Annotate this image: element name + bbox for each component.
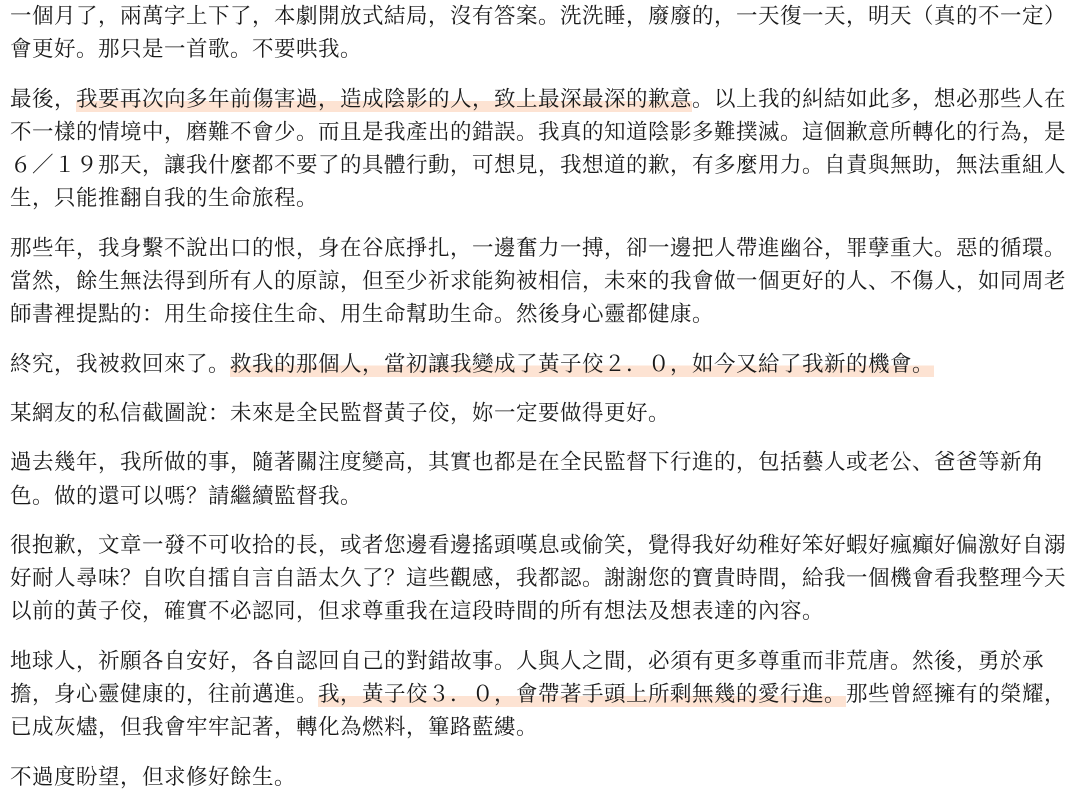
paragraph bbox=[10, 761, 1076, 794]
paragraph-text: 很抱歉，文章一發不可收拾的長，或者您邊看邊搖頭嘆息或偷笑，覺得我好幼稚好笨好蝦好瘋癲好偏激好自溺好耐人尋味？自吹自擂自言自語太久了？這些觀感，我都認。謝謝您的寶貴時間，給我一個機會看我整理今天以前的黃子佼，確實不必認同，但求尊重我在這段時間的所有想法及想表達的內容。 bbox=[10, 532, 1067, 625]
paragraph-text: 那些年，我身繫不說出口的恨，身在谷底掙扎，一邊奮力一搏，卻一邊把人帶進幽谷，罪孽重大。惡的循環。當然，餘生無法得到所有人的原諒，但至少祈求能夠被相信，未來的我會做一個更好的人、不傷人，如同周老師書裡提點的：用生命接住生命、用生命幫助生命。然後身心靈都健康。 bbox=[10, 235, 1067, 328]
paragraph-text: 一個月了，兩萬字上下了，本劇開放式結局，沒有答案。洗洗睡，廢廢的，一天復一天，明天（真的不一定）會更好。那只是一首歌。不要哄我。 bbox=[10, 4, 1067, 63]
paragraph-text: 。以上我的糾結如此多，想必那些人在不一樣的情境中，磨難不會少。而且是我產出的錯誤。我真的知道陰影多難撲滅。這個歉意所轉化的行為，是６／１９那天，讓我什麼都不要了的具體行動，可想見，我想道的歉，有多麼用力。自責與無助，無法重組人生，只能推翻自我的生命旅程。 bbox=[10, 86, 1067, 212]
paragraph bbox=[10, 529, 1076, 629]
paragraph-text: 某網友的私信截圖說：未來是全民監督黃子佼，妳一定要做得更好。 bbox=[10, 400, 671, 426]
paragraph bbox=[10, 232, 1076, 332]
paragraph-text: 最後， bbox=[10, 86, 77, 112]
paragraph-text: 過去幾年，我所做的事，隨著關注度變高，其實也都是在全民監督下行進的，包括藝人或老公、爸爸等新角色。做的還可以嗎？請繼續監督我。 bbox=[10, 450, 1045, 509]
paragraph bbox=[10, 645, 1076, 745]
document-body bbox=[10, 0, 1076, 810]
highlighted-text: 我，黃子佼３．０，會帶著手頭上所剩無幾的愛行進。 bbox=[318, 682, 847, 708]
highlighted-text: 我要再次向多年前傷害過，造成陰影的人，致上最深最深的歉意 bbox=[76, 86, 693, 112]
highlighted-text: 救我的那個人，當初讓我變成了黃子佼２．０，如今又給了我新的機會。 bbox=[230, 351, 935, 377]
paragraph bbox=[10, 83, 1076, 216]
paragraph bbox=[10, 397, 1076, 430]
paragraph bbox=[10, 446, 1076, 513]
paragraph-text: 地球人，祈願各自安好，各自認回自己的對錯故事。人與人之間，必須有更多尊重而非荒唐。然後，勇於承擔，身心靈健康的，往前邁進。 bbox=[10, 648, 1045, 708]
paragraph bbox=[10, 0, 1076, 67]
paragraph-text: 那些曾經擁有的榮耀，已成灰燼，但我會牢牢記著，轉化為燃料，篳路藍縷。 bbox=[10, 682, 1067, 741]
paragraph-text: 終究，我被救回來了。 bbox=[10, 351, 231, 377]
paragraph bbox=[10, 348, 1076, 381]
paragraph-text: 不過度盼望，但求修好餘生。 bbox=[10, 764, 297, 790]
